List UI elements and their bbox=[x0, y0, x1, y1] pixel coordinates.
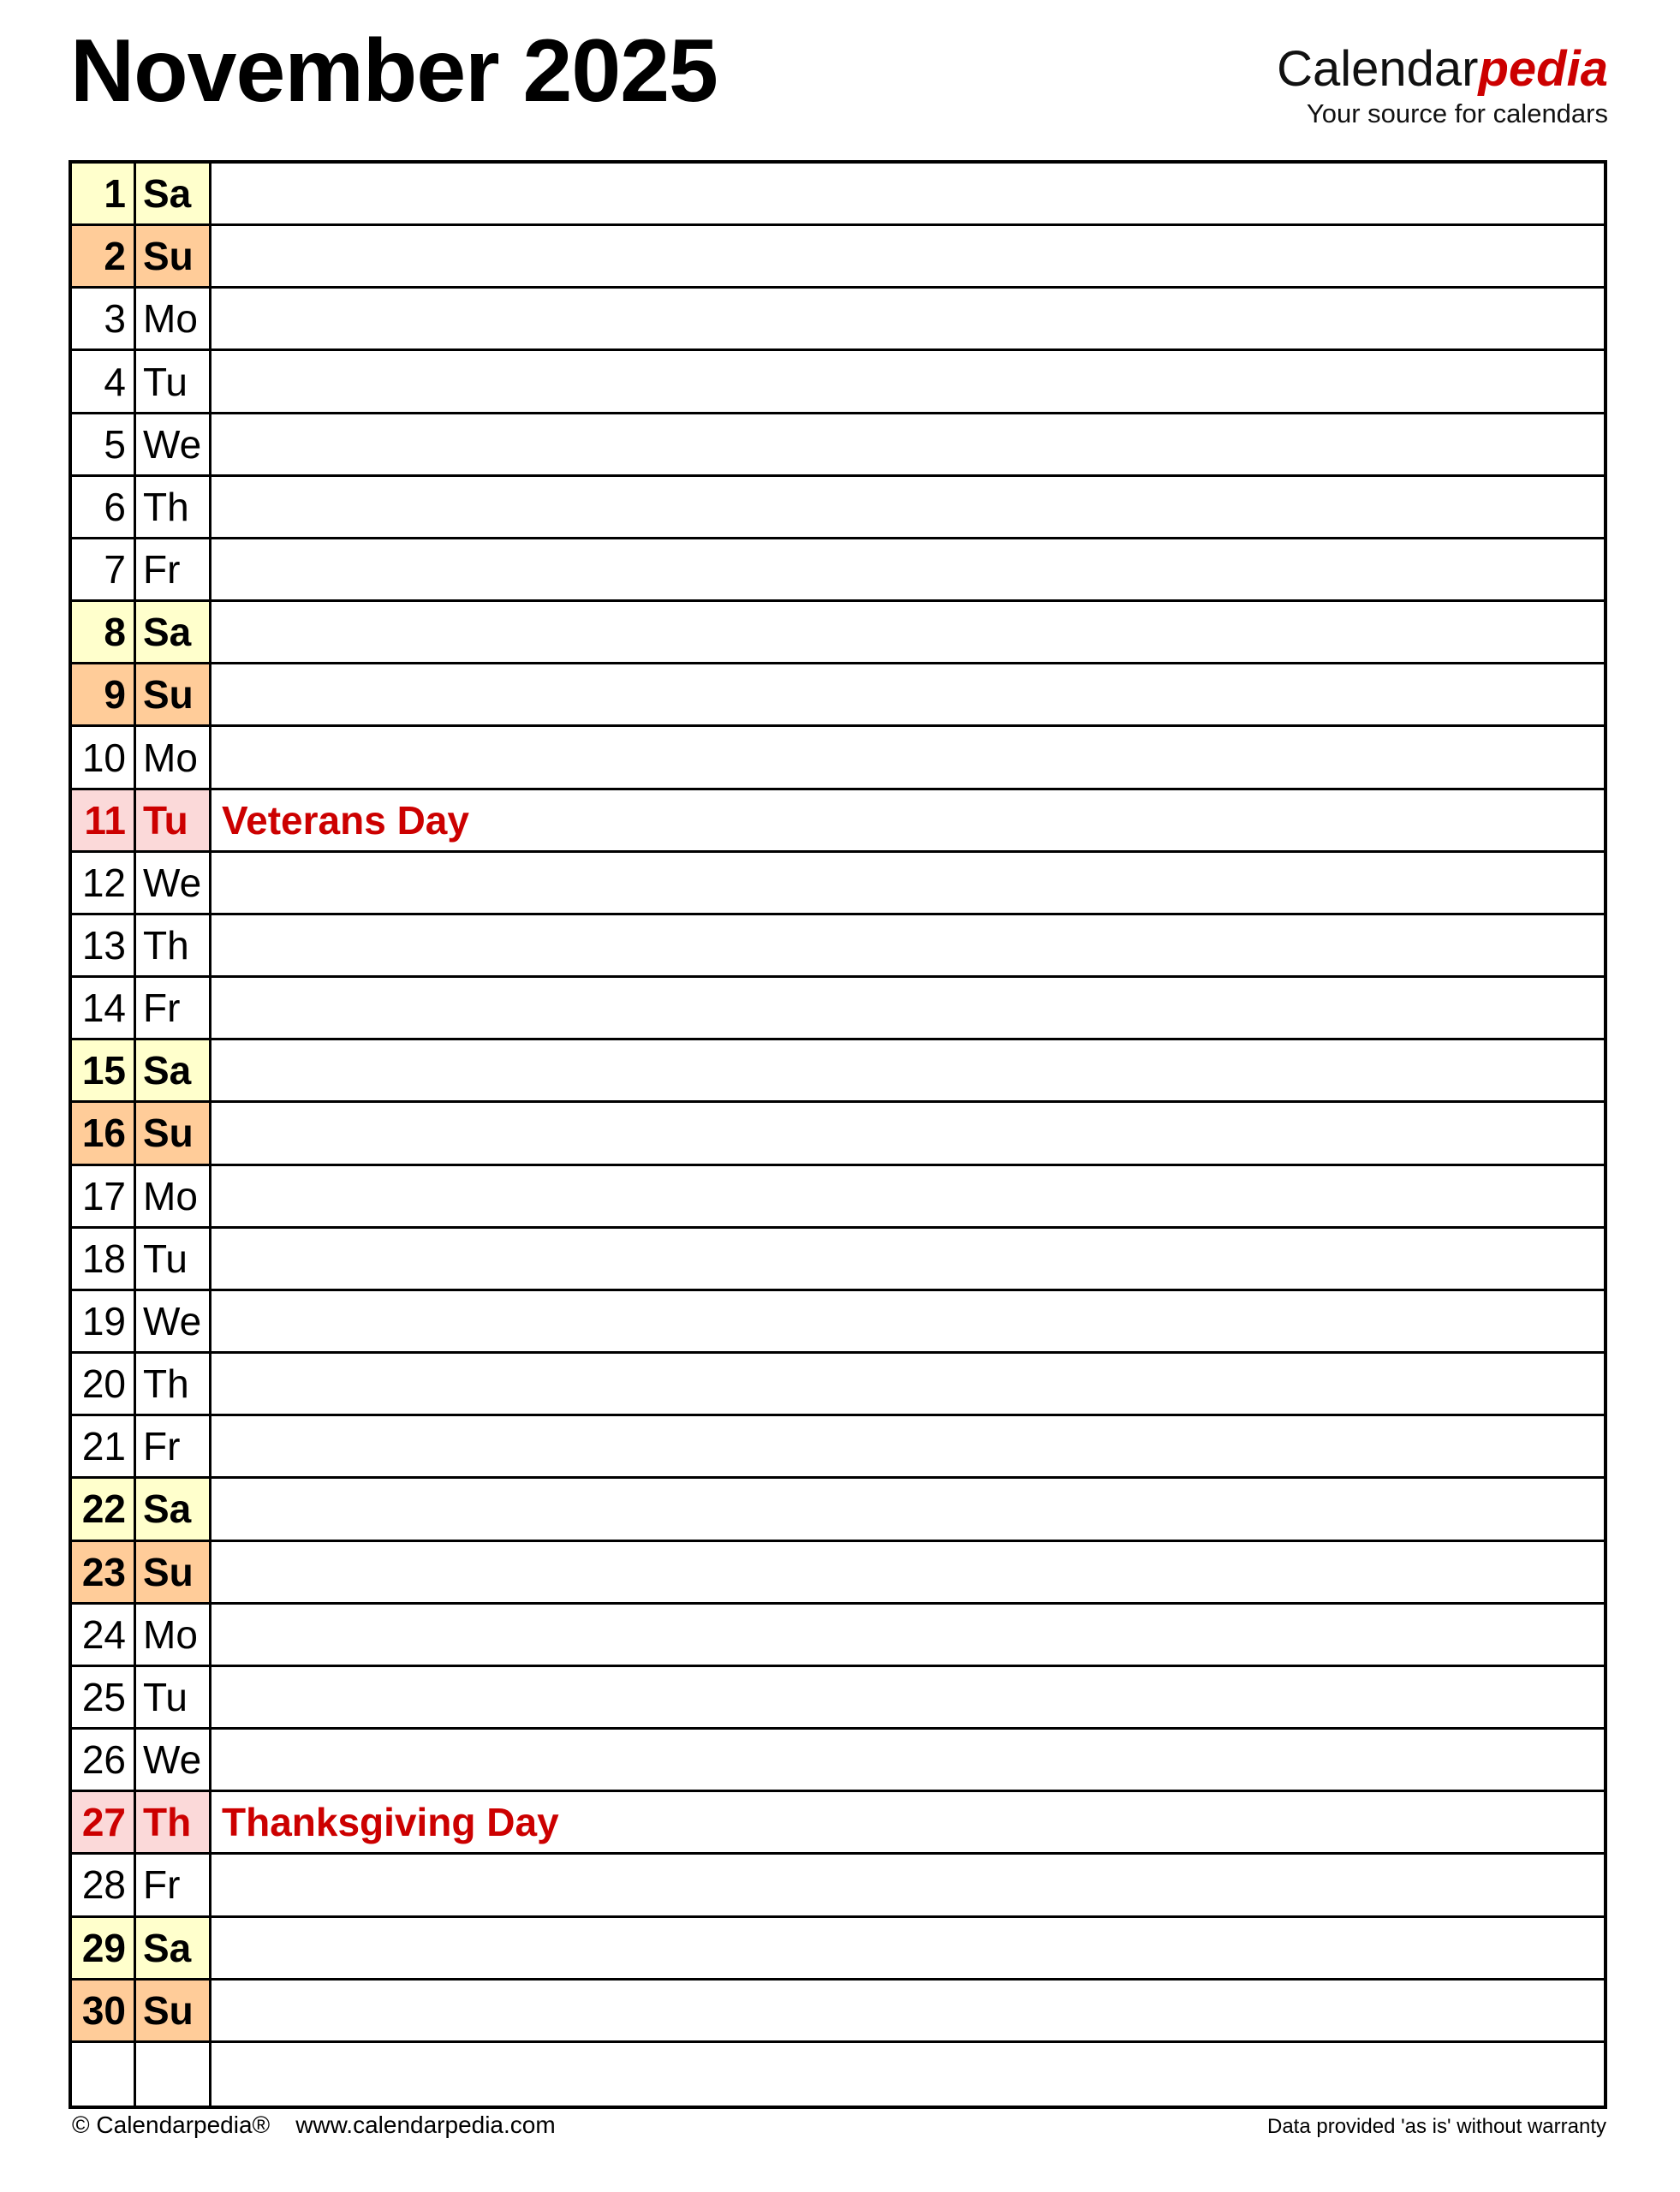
calendar-row-5 bbox=[72, 414, 1604, 477]
day-notes-cell bbox=[211, 1040, 1604, 1100]
calendarpedia-logo bbox=[1277, 41, 1608, 128]
day-abbrev-cell: Mo bbox=[136, 1166, 211, 1226]
day-notes-cell bbox=[211, 289, 1604, 348]
day-notes-cell bbox=[211, 226, 1604, 286]
day-number-cell: 26 bbox=[72, 1730, 136, 1790]
day-abbrev-cell: Su bbox=[136, 664, 211, 724]
calendar-row-28 bbox=[72, 1855, 1604, 1917]
calendar-row-14 bbox=[72, 978, 1604, 1040]
day-abbrev-cell: Su bbox=[136, 1981, 211, 2040]
day-number-cell: 1 bbox=[72, 164, 136, 223]
day-number-cell: 3 bbox=[72, 289, 136, 348]
calendar-row-15 bbox=[72, 1040, 1604, 1103]
calendar-row-6 bbox=[72, 477, 1604, 539]
day-number-cell: 15 bbox=[72, 1040, 136, 1100]
calendar-row-27 bbox=[72, 1792, 1604, 1855]
day-number-cell: 30 bbox=[72, 1981, 136, 2040]
calendar-row-23 bbox=[72, 1542, 1604, 1605]
day-abbrev-cell: Mo bbox=[136, 1605, 211, 1665]
day-number-cell: 16 bbox=[72, 1103, 136, 1163]
day-notes-cell bbox=[211, 978, 1604, 1038]
calendar-row-12 bbox=[72, 853, 1604, 915]
day-abbrev-cell: Su bbox=[136, 226, 211, 286]
day-abbrev-cell: We bbox=[136, 414, 211, 474]
day-number-cell: 13 bbox=[72, 915, 136, 975]
day-notes-cell bbox=[211, 602, 1604, 662]
day-abbrev-cell: We bbox=[136, 853, 211, 913]
calendar-row-26 bbox=[72, 1730, 1604, 1792]
day-number-cell: 19 bbox=[72, 1291, 136, 1351]
day-notes-cell bbox=[211, 1291, 1604, 1351]
day-abbrev-cell: We bbox=[136, 1291, 211, 1351]
day-notes-cell: Veterans Day bbox=[211, 790, 1604, 850]
day-number-cell: 18 bbox=[72, 1229, 136, 1289]
day-number-cell bbox=[72, 2043, 136, 2106]
day-notes-cell bbox=[211, 1667, 1604, 1727]
day-abbrev-cell: Mo bbox=[136, 727, 211, 787]
day-notes-cell bbox=[211, 1354, 1604, 1414]
day-abbrev-cell: Th bbox=[136, 1792, 211, 1852]
calendar-row-8 bbox=[72, 602, 1604, 664]
day-number-cell: 14 bbox=[72, 978, 136, 1038]
calendar-row-30 bbox=[72, 1981, 1604, 2043]
day-notes-cell bbox=[211, 2043, 1604, 2106]
calendar-row-25 bbox=[72, 1667, 1604, 1730]
day-number-cell: 29 bbox=[72, 1918, 136, 1978]
calendar-row-21 bbox=[72, 1416, 1604, 1479]
calendar-row-17 bbox=[72, 1166, 1604, 1229]
day-number-cell: 5 bbox=[72, 414, 136, 474]
day-abbrev-cell: We bbox=[136, 1730, 211, 1790]
day-number-cell: 7 bbox=[72, 539, 136, 599]
day-abbrev-cell: Su bbox=[136, 1542, 211, 1602]
logo-tagline: Your source for calendars bbox=[1306, 98, 1608, 128]
day-number-cell: 22 bbox=[72, 1479, 136, 1539]
day-number-cell: 9 bbox=[72, 664, 136, 724]
calendar-row-9 bbox=[72, 664, 1604, 727]
day-abbrev-cell: Su bbox=[136, 1103, 211, 1163]
day-notes-cell bbox=[211, 1730, 1604, 1790]
footer-left bbox=[72, 2112, 556, 2139]
calendar-row-29 bbox=[72, 1918, 1604, 1981]
day-abbrev-cell: Fr bbox=[136, 1416, 211, 1476]
day-abbrev-cell: Th bbox=[136, 915, 211, 975]
day-notes-cell bbox=[211, 1981, 1604, 2040]
day-abbrev-cell: Mo bbox=[136, 289, 211, 348]
logo-wordmark bbox=[1277, 41, 1608, 97]
day-abbrev-cell: Sa bbox=[136, 1918, 211, 1978]
day-abbrev-cell: Tu bbox=[136, 1667, 211, 1727]
day-notes-cell bbox=[211, 414, 1604, 474]
day-number-cell: 11 bbox=[72, 790, 136, 850]
day-notes-cell bbox=[211, 1229, 1604, 1289]
day-notes-cell bbox=[211, 1542, 1604, 1602]
day-number-cell: 8 bbox=[72, 602, 136, 662]
day-number-cell: 10 bbox=[72, 727, 136, 787]
day-notes-cell bbox=[211, 1166, 1604, 1226]
calendar-row-11 bbox=[72, 790, 1604, 853]
logo-text-pedia: pedia bbox=[1478, 41, 1608, 97]
day-number-cell: 17 bbox=[72, 1166, 136, 1226]
day-abbrev-cell: Tu bbox=[136, 351, 211, 411]
day-number-cell: 24 bbox=[72, 1605, 136, 1665]
calendar-row-7 bbox=[72, 539, 1604, 602]
day-notes-cell bbox=[211, 477, 1604, 537]
day-number-cell: 6 bbox=[72, 477, 136, 537]
day-abbrev-cell: Th bbox=[136, 477, 211, 537]
day-abbrev-cell: Fr bbox=[136, 539, 211, 599]
day-number-cell: 25 bbox=[72, 1667, 136, 1727]
calendar-row-24 bbox=[72, 1605, 1604, 1667]
day-notes-cell: Thanksgiving Day bbox=[211, 1792, 1604, 1852]
calendar-row-4 bbox=[72, 351, 1604, 414]
day-notes-cell bbox=[211, 853, 1604, 913]
day-notes-cell bbox=[211, 351, 1604, 411]
day-notes-cell bbox=[211, 1479, 1604, 1539]
calendar-row-19 bbox=[72, 1291, 1604, 1354]
day-abbrev-cell: Fr bbox=[136, 978, 211, 1038]
day-notes-cell bbox=[211, 1855, 1604, 1915]
calendar-row-1 bbox=[72, 164, 1604, 226]
day-number-cell: 27 bbox=[72, 1792, 136, 1852]
day-abbrev-cell: Sa bbox=[136, 1040, 211, 1100]
day-notes-cell bbox=[211, 1103, 1604, 1163]
footer-copyright: © Calendarpedia® bbox=[72, 2112, 271, 2138]
day-abbrev-cell: Fr bbox=[136, 1855, 211, 1915]
day-number-cell: 28 bbox=[72, 1855, 136, 1915]
day-notes-cell bbox=[211, 664, 1604, 724]
calendar-row-20 bbox=[72, 1354, 1604, 1416]
calendar-table bbox=[69, 160, 1607, 2109]
day-number-cell: 21 bbox=[72, 1416, 136, 1476]
day-abbrev-cell: Th bbox=[136, 1354, 211, 1414]
day-abbrev-cell: Tu bbox=[136, 790, 211, 850]
day-notes-cell bbox=[211, 1416, 1604, 1476]
calendar-row-18 bbox=[72, 1229, 1604, 1291]
day-notes-cell bbox=[211, 539, 1604, 599]
day-abbrev-cell bbox=[136, 2043, 211, 2106]
calendar-row-2 bbox=[72, 226, 1604, 289]
calendar-row-empty bbox=[72, 2043, 1604, 2106]
day-number-cell: 2 bbox=[72, 226, 136, 286]
day-number-cell: 23 bbox=[72, 1542, 136, 1602]
footer-disclaimer: Data provided 'as is' without warranty bbox=[1266, 2115, 1606, 2138]
day-number-cell: 4 bbox=[72, 351, 136, 411]
day-notes-cell bbox=[211, 1605, 1604, 1665]
day-notes-cell bbox=[211, 727, 1604, 787]
day-number-cell: 12 bbox=[72, 853, 136, 913]
calendar-row-10 bbox=[72, 727, 1604, 789]
day-notes-cell bbox=[211, 1918, 1604, 1978]
day-notes-cell bbox=[211, 915, 1604, 975]
day-abbrev-cell: Sa bbox=[136, 602, 211, 662]
day-abbrev-cell: Sa bbox=[136, 1479, 211, 1539]
day-notes-cell bbox=[211, 164, 1604, 223]
calendar-row-3 bbox=[72, 289, 1604, 351]
page-title: November 2025 bbox=[70, 21, 718, 121]
day-abbrev-cell: Sa bbox=[136, 164, 211, 223]
calendar-row-22 bbox=[72, 1479, 1604, 1541]
calendar-row-13 bbox=[72, 915, 1604, 978]
calendar-row-16 bbox=[72, 1103, 1604, 1165]
day-number-cell: 20 bbox=[72, 1354, 136, 1414]
logo-text-calendar: Calendar bbox=[1277, 41, 1479, 97]
footer-website: www.calendarpedia.com bbox=[295, 2112, 556, 2138]
day-abbrev-cell: Tu bbox=[136, 1229, 211, 1289]
